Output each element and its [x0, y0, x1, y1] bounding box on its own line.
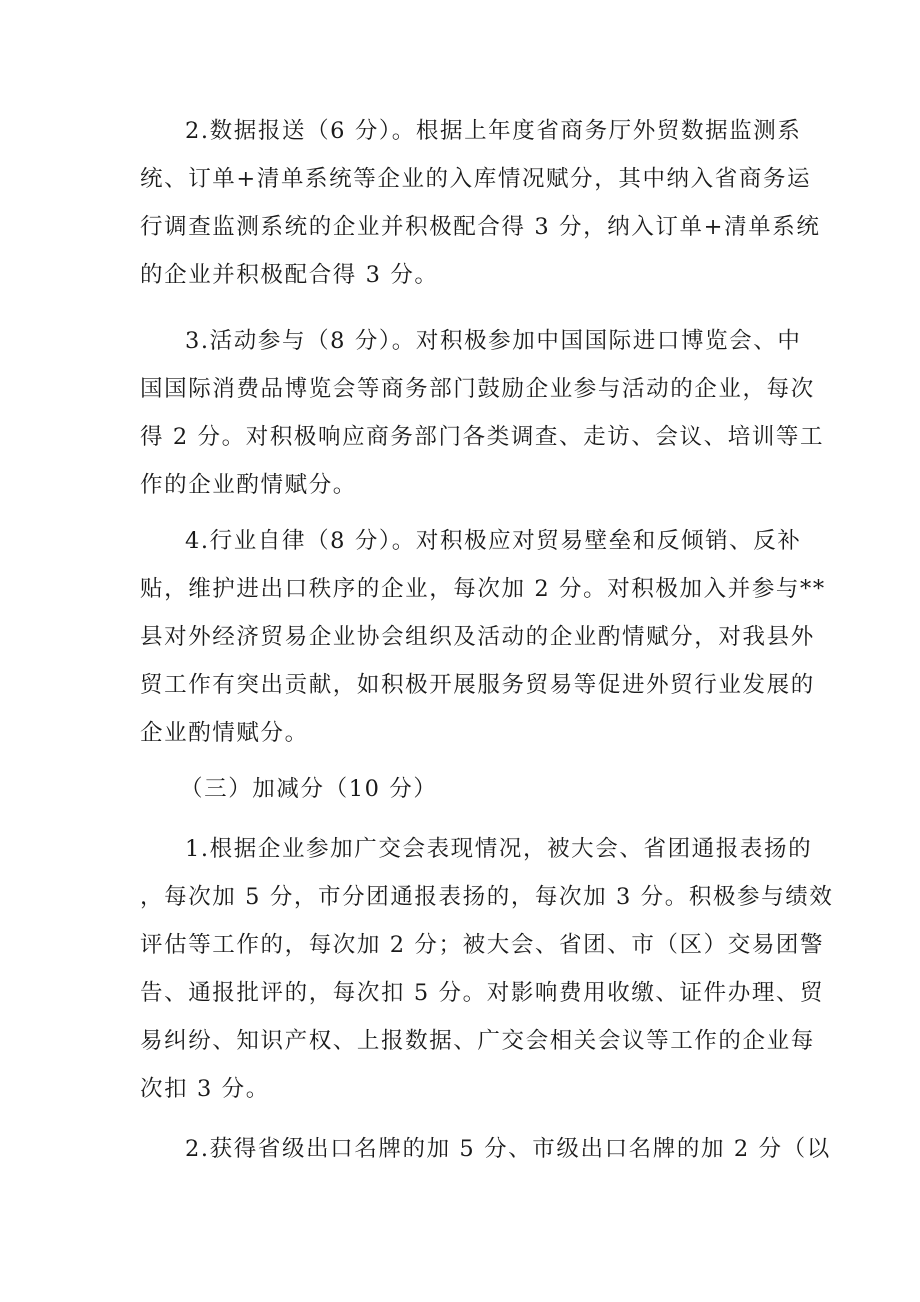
text-line: 1.根据企业参加广交会表现情况，被大会、省团通报表扬的 — [185, 836, 813, 862]
text-line: 评估等工作的，每次加 2 分；被大会、省团、市（区）交易团警 — [140, 932, 825, 958]
text-line: 国国际消费品博览会等商务部门鼓励企业参与活动的企业，每次 — [140, 376, 815, 402]
text-line: 行调查监测系统的企业并积极配合得 3 分，纳入订单+清单系统 — [140, 214, 821, 240]
text-line: 作的企业酌情赋分。 — [140, 472, 357, 498]
text-line: 企业酌情赋分。 — [140, 720, 309, 746]
text-line: 3.活动参与（8 分）。对积极参加中国国际进口博览会、中 — [185, 328, 802, 354]
text-line: 贴，维护进出口秩序的企业，每次加 2 分。对积极加入并参与** — [140, 576, 826, 602]
text-line: 得 2 分。对积极响应商务部门各类调查、走访、会议、培训等工 — [140, 424, 825, 450]
paragraph-canton-fair — [140, 825, 834, 1113]
paragraph-activity-participation — [140, 317, 825, 509]
text-line: ，每次加 5 分，市分团通报表扬的，每次加 3 分。积极参与绩效 — [140, 884, 834, 910]
text-line: 易纠纷、知识产权、上报数据、广交会相关会议等工作的企业每 — [140, 1028, 815, 1054]
paragraph-data-reporting — [140, 107, 821, 299]
paragraph-industry-self-discipline — [140, 517, 826, 757]
text-line: 2.数据报送（6 分）。根据上年度省商务厅外贸数据监测系 — [185, 118, 802, 144]
paragraph-export-brand — [140, 1125, 831, 1173]
text-line: 的企业并积极配合得 3 分。 — [140, 262, 439, 288]
text-line: 统、订单+清单系统等企业的入库情况赋分，其中纳入省商务运 — [140, 166, 812, 192]
text-line: 4.行业自律（8 分）。对积极应对贸易壁垒和反倾销、反补 — [185, 528, 802, 554]
text-line: 县对外经济贸易企业协会组织及活动的企业酌情赋分，对我县外 — [140, 624, 815, 650]
section-heading-bonus-deduction — [140, 765, 780, 813]
text-line: 贸工作有突出贡献，如积极开展服务贸易等促进外贸行业发展的 — [140, 672, 815, 698]
text-line: 2.获得省级出口名牌的加 5 分、市级出口名牌的加 2 分（以 — [185, 1136, 831, 1162]
section-heading: （三）加减分（10 分） — [180, 776, 438, 802]
text-line: 告、通报批评的，每次扣 5 分。对影响费用收缴、证件办理、贸 — [140, 980, 825, 1006]
text-line: 次扣 3 分。 — [140, 1076, 270, 1102]
